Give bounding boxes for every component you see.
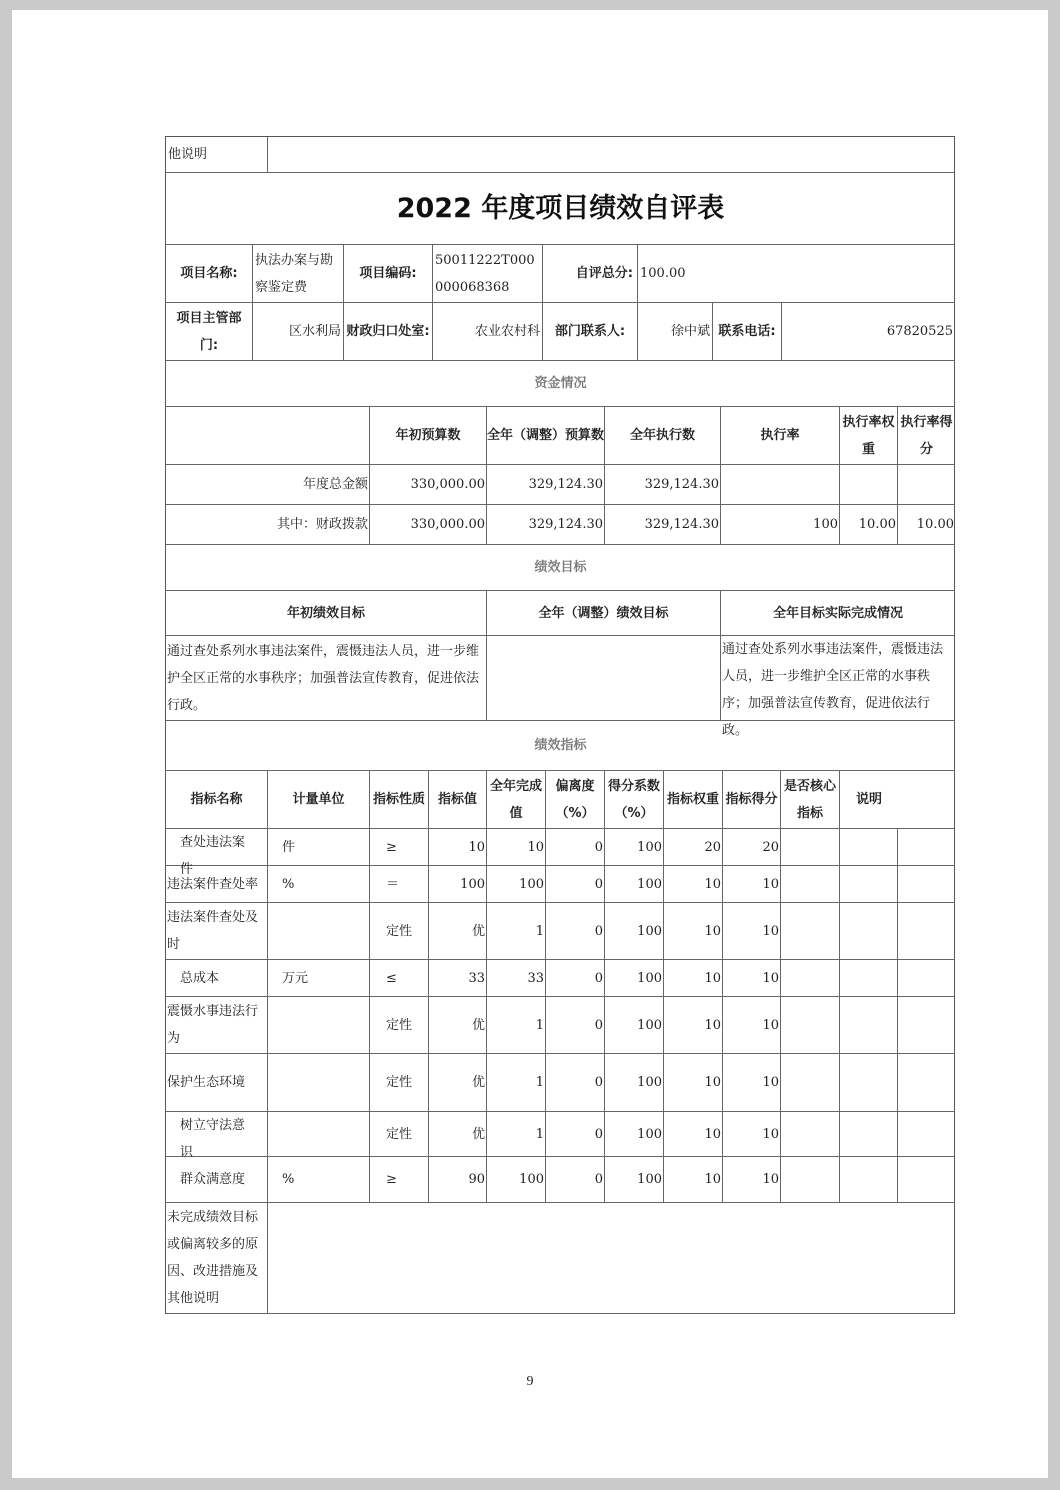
indicator-unit	[268, 903, 370, 960]
phone-label: 联系电话:	[713, 303, 782, 361]
indicator-header: 指标得分	[723, 771, 781, 829]
indicator-score: 10	[723, 1054, 781, 1112]
indicator-actual: 1	[487, 997, 546, 1054]
goals-header-initial: 年初绩效目标	[166, 591, 487, 636]
funds-value: 329,124.30	[605, 505, 721, 545]
funds-value: 329,124.30	[605, 465, 721, 505]
indicator-blank	[898, 997, 955, 1054]
document-page	[12, 10, 1048, 1478]
indicator-weight: 20	[664, 829, 723, 866]
goals-actual-text: 通过查处系列水事违法案件，震慑违法人员，进一步维护全区正常的水事秩序；加强普法宣传教育，促进依法行政。	[721, 636, 955, 721]
indicator-target: 优	[429, 1112, 487, 1157]
indicator-header: 得分系数（%）	[605, 771, 664, 829]
self-score-value: 100.00	[638, 245, 955, 303]
self-score-label: 自评总分:	[543, 245, 638, 303]
indicator-coef: 100	[605, 1112, 664, 1157]
indicator-name: 查处违法案件	[166, 829, 268, 866]
indicator-blank	[898, 1112, 955, 1157]
indicator-target: 33	[429, 960, 487, 997]
indicator-note	[840, 1157, 898, 1203]
indicator-unit: 件	[268, 829, 370, 866]
funds-header: 执行率得分	[898, 407, 955, 465]
indicator-core	[781, 829, 840, 866]
project-code-value: 50011222T000000068368	[433, 245, 543, 303]
indicator-header: 偏离度（%）	[546, 771, 605, 829]
indicator-nature: 定性	[370, 1054, 429, 1112]
indicator-coef: 100	[605, 903, 664, 960]
funds-value: 330,000.00	[370, 505, 487, 545]
funds-value: 329,124.30	[487, 465, 605, 505]
funds-value	[840, 465, 898, 505]
remarks-value	[268, 1203, 955, 1314]
page-title: 2022 年度项目绩效自评表	[166, 173, 955, 245]
funds-row-label: 其中：财政拨款	[166, 505, 370, 545]
indicator-nature: ＝	[370, 866, 429, 903]
funds-header: 执行率	[721, 407, 840, 465]
funds-value: 100	[721, 505, 840, 545]
indicator-target: 优	[429, 1054, 487, 1112]
indicator-actual: 1	[487, 1112, 546, 1157]
indicator-nature: ≤	[370, 960, 429, 997]
indicator-blank	[898, 903, 955, 960]
indicator-nature: ≥	[370, 829, 429, 866]
indicator-deviation: 0	[546, 1157, 605, 1203]
indicator-nature: 定性	[370, 1112, 429, 1157]
indicator-weight: 10	[664, 960, 723, 997]
other-value	[268, 137, 955, 173]
indicator-name: 总成本	[166, 960, 268, 997]
dept-value: 区水利局	[253, 303, 344, 361]
indicator-weight: 10	[664, 997, 723, 1054]
indicator-deviation: 0	[546, 960, 605, 997]
page-number: 9	[526, 1374, 534, 1389]
indicator-coef: 100	[605, 960, 664, 997]
funds-value: 10.00	[898, 505, 955, 545]
indicator-weight: 10	[664, 1054, 723, 1112]
indicator-target: 10	[429, 829, 487, 866]
indicator-blank	[898, 829, 955, 866]
indicator-note	[840, 997, 898, 1054]
dept-label: 项目主管部门:	[166, 303, 253, 361]
indicator-note	[840, 960, 898, 997]
indicator-header: 指标权重	[664, 771, 723, 829]
indicator-nature: 定性	[370, 997, 429, 1054]
funds-header: 执行率权重	[840, 407, 898, 465]
indicator-score: 10	[723, 903, 781, 960]
funds-section-title: 资金情况	[166, 361, 955, 407]
indicator-header: 全年完成值	[487, 771, 546, 829]
indicator-name: 违法案件查处率	[166, 866, 268, 903]
indicator-actual: 100	[487, 1157, 546, 1203]
indicator-target: 90	[429, 1157, 487, 1203]
funds-row-label: 年度总金额	[166, 465, 370, 505]
indicator-header: 计量单位	[268, 771, 370, 829]
remarks-label: 未完成绩效目标或偏离较多的原因、改进措施及其他说明	[166, 1203, 268, 1314]
indicator-blank	[898, 866, 955, 903]
indicator-header: 指标性质	[370, 771, 429, 829]
goals-header-adjusted: 全年（调整）绩效目标	[487, 591, 721, 636]
indicator-coef: 100	[605, 1157, 664, 1203]
goals-header-actual: 全年目标实际完成情况	[721, 591, 955, 636]
funds-header-blank	[166, 407, 370, 465]
indicator-actual: 1	[487, 1054, 546, 1112]
indicator-unit	[268, 1054, 370, 1112]
indicator-actual: 33	[487, 960, 546, 997]
indicator-name: 震慑水事违法行为	[166, 997, 268, 1054]
other-label: 他说明	[166, 137, 268, 173]
indicator-target: 优	[429, 997, 487, 1054]
indicator-nature: 定性	[370, 903, 429, 960]
indicator-header: 是否核心指标	[781, 771, 840, 829]
indicator-blank	[898, 960, 955, 997]
indicator-actual: 10	[487, 829, 546, 866]
office-value: 农业农村科	[433, 303, 543, 361]
indicator-core	[781, 866, 840, 903]
indicator-score: 20	[723, 829, 781, 866]
indicator-core	[781, 1112, 840, 1157]
indicator-unit	[268, 997, 370, 1054]
indicator-note	[840, 829, 898, 866]
indicator-deviation: 0	[546, 997, 605, 1054]
indicator-note	[840, 903, 898, 960]
indicator-deviation: 0	[546, 866, 605, 903]
project-name-label: 项目名称:	[166, 245, 253, 303]
indicator-score: 10	[723, 1157, 781, 1203]
indicator-actual: 1	[487, 903, 546, 960]
indicator-coef: 100	[605, 866, 664, 903]
funds-value	[898, 465, 955, 505]
indicator-name: 违法案件查处及时	[166, 903, 268, 960]
performance-table	[165, 136, 955, 1314]
indicator-core	[781, 997, 840, 1054]
indicator-core	[781, 1054, 840, 1112]
goals-initial-text: 通过查处系列水事违法案件，震慑违法人员，进一步维护全区正常的水事秩序；加强普法宣传教育，促进依法行政。	[166, 636, 487, 721]
indicator-weight: 10	[664, 1157, 723, 1203]
indicator-name: 群众满意度	[166, 1157, 268, 1203]
indicator-coef: 100	[605, 829, 664, 866]
indicator-unit: %	[268, 866, 370, 903]
indicator-name: 树立守法意识	[166, 1112, 268, 1157]
indicator-core	[781, 903, 840, 960]
indicator-name: 保护生态环境	[166, 1054, 268, 1112]
indicator-weight: 10	[664, 1112, 723, 1157]
indicator-weight: 10	[664, 866, 723, 903]
indicator-core	[781, 960, 840, 997]
indicator-deviation: 0	[546, 829, 605, 866]
indicator-header: 指标名称	[166, 771, 268, 829]
funds-value: 329,124.30	[487, 505, 605, 545]
project-name-value: 执法办案与勘察鉴定费	[253, 245, 344, 303]
indicator-actual: 100	[487, 866, 546, 903]
goals-adjusted-text	[487, 636, 721, 721]
indicator-header-blank	[898, 771, 955, 829]
indicator-header: 说明	[840, 771, 898, 829]
indicator-weight: 10	[664, 903, 723, 960]
indicator-score: 10	[723, 1112, 781, 1157]
indicator-score: 10	[723, 960, 781, 997]
indicator-unit: %	[268, 1157, 370, 1203]
indicator-deviation: 0	[546, 903, 605, 960]
funds-header: 年初预算数	[370, 407, 487, 465]
contact-value: 徐中斌	[638, 303, 713, 361]
funds-header: 全年执行数	[605, 407, 721, 465]
funds-header: 全年（调整）预算数	[487, 407, 605, 465]
indicator-coef: 100	[605, 1054, 664, 1112]
indicator-target: 100	[429, 866, 487, 903]
indicator-deviation: 0	[546, 1112, 605, 1157]
indicator-blank	[898, 1054, 955, 1112]
funds-value: 330,000.00	[370, 465, 487, 505]
indicator-core	[781, 1157, 840, 1203]
indicator-blank	[898, 1157, 955, 1203]
indicator-coef: 100	[605, 997, 664, 1054]
indicator-note	[840, 1054, 898, 1112]
indicator-nature: ≥	[370, 1157, 429, 1203]
funds-value: 10.00	[840, 505, 898, 545]
indicators-section-title: 绩效指标	[166, 721, 955, 771]
indicator-note	[840, 1112, 898, 1157]
indicator-unit: 万元	[268, 960, 370, 997]
office-label: 财政归口处室:	[344, 303, 433, 361]
indicator-target: 优	[429, 903, 487, 960]
indicator-score: 10	[723, 997, 781, 1054]
funds-value	[721, 465, 840, 505]
indicator-header: 指标值	[429, 771, 487, 829]
phone-value: 67820525	[782, 303, 955, 361]
indicator-score: 10	[723, 866, 781, 903]
goals-section-title: 绩效目标	[166, 545, 955, 591]
contact-label: 部门联系人:	[543, 303, 638, 361]
indicator-note	[840, 866, 898, 903]
indicator-deviation: 0	[546, 1054, 605, 1112]
indicator-unit	[268, 1112, 370, 1157]
project-code-label: 项目编码:	[344, 245, 433, 303]
